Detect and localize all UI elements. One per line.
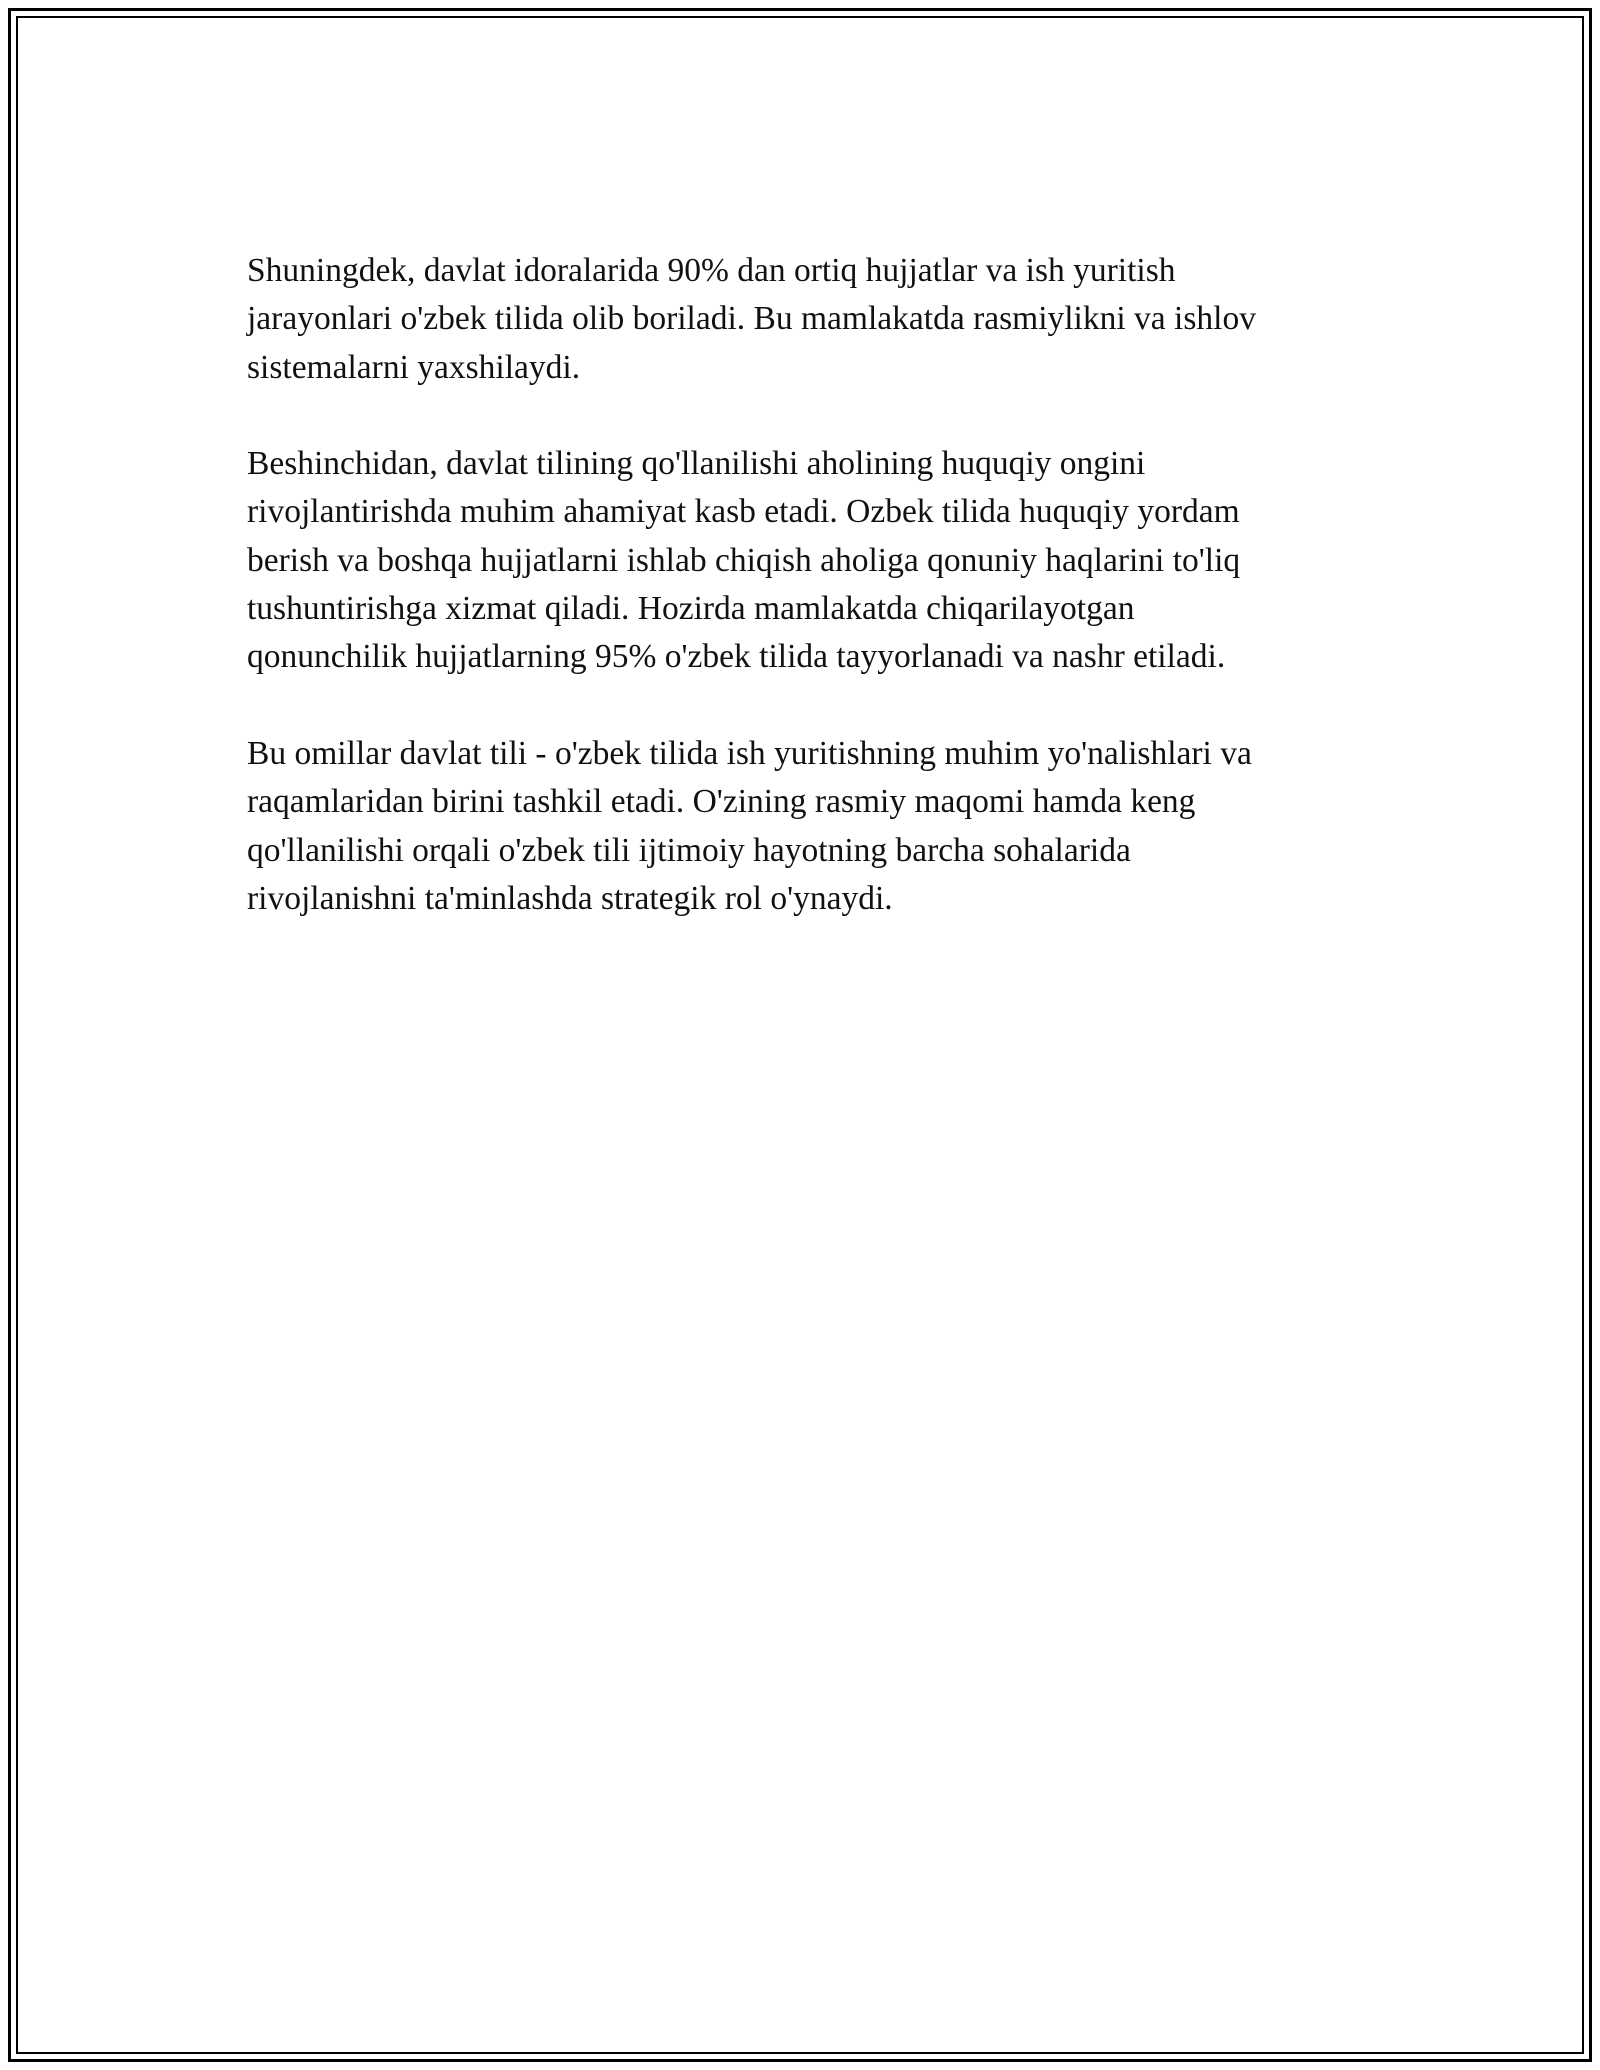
paragraph: Beshinchidan, davlat tilining qo'llanilishi aholining huquqiy ongini rivojlantirishda muhim ahamiyat kasb etadi. Ozbek tilida huquqiy yordam berish va boshqa hujjatlarni ishlab chiqish aholiga qonuniy haqlarini to'liq tushuntirishga xizmat qiladi. Hozirda mamlakatda chiqarilayotgan qonunchilik hujjatlarning 95% o'zbek tilida tayyorlanadi va nashr etiladi. bbox=[247, 445, 1241, 676]
page-border bbox=[8, 8, 1592, 2062]
paragraph: Bu omillar davlat tili - o'zbek tilida ish yuritishning muhim yo'nalishlari va raqamlaridan birini tashkil etadi. O'zining rasmiy maqomi hamda keng qo'llanilishi orqali o'zbek tili ijtimoiy hayotning barcha sohalarida rivojlanishni ta'minlashda strategik rol o'ynaydi. bbox=[247, 734, 1252, 917]
paragraph: Shuningdek, davlat idoralarida 90% dan ortiq hujjatlar va ish yuritish jarayonlari o'zbek tilida olib boriladi. Bu mamlakatda rasmiylikni va ishlov sistemalarni yaxshilaydi. bbox=[247, 252, 1256, 386]
document-body bbox=[247, 247, 1367, 971]
